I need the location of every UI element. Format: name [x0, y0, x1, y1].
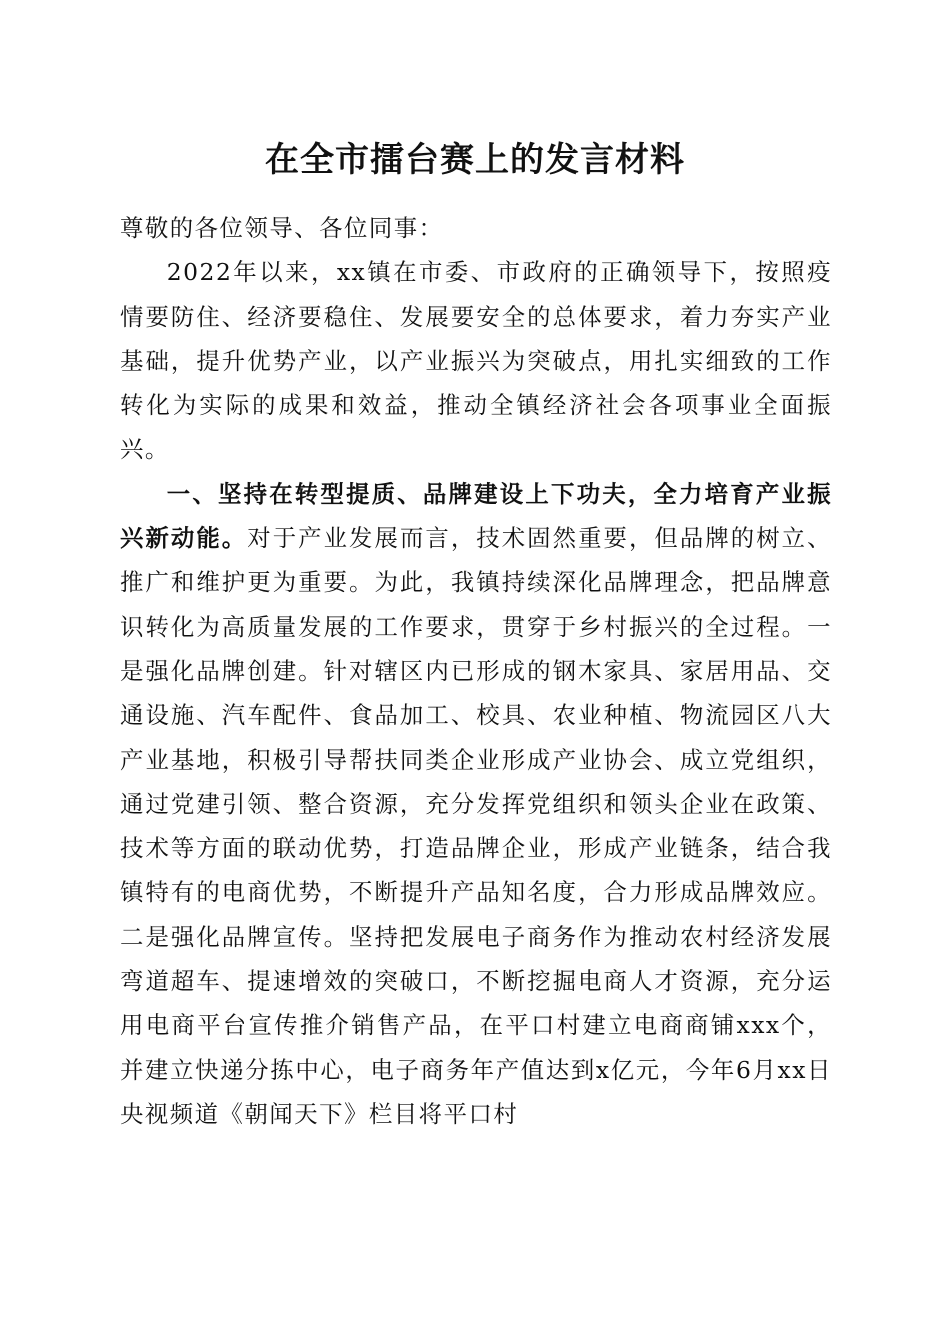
document-body: [120, 206, 832, 1136]
salutation: 尊敬的各位领导、各位同事：: [120, 214, 444, 242]
section-1-paragraph: [120, 472, 832, 1136]
document-title: 在全市擂台赛上的发言材料: [265, 140, 685, 180]
section-1-body: 对于产业发展而言，技术固然重要，但品牌的树立、推广和维护更为重要。为此，我镇持续深化品牌理念，把品牌意识转化为高质量发展的工作要求，贯穿于乡村振兴的全过程。一是强化品牌创建。针对辖区内已形成的钢木家具、家居用品、交通设施、汽车配件、食品加工、校具、农业种植、物流园区八大产业基地，积极引导帮扶同类企业形成产业协会、成立党组织，通过党建引领、整合资源，充分发挥党组织和领头企业在政策、技术等方面的联动优势，打造品牌企业，形成产业链条，结合我镇特有的电商优势，不断提升产品知名度，合力形成品牌效应。二是强化品牌宣传。坚持把发展电子商务作为推动农村经济发展弯道超车、提速增效的突破口，不断挖掘电商人才资源，充分运用电商平台宣传推介销售产品，在平口村建立电商商铺xxx个，并建立快递分拣中心，电子商务年产值达到x亿元，今年6月xx日央视频道《朝闻天下》栏目将平口村: [120, 524, 833, 1128]
intro-paragraph: 2022年以来，xx镇在市委、市政府的正确领导下，按照疫情要防住、经济要稳住、发展要安全的总体要求，着力夯实产业基础，提升优势产业，以产业振兴为突破点，用扎实细致的工作转化为实际的成果和效益，推动全镇经济社会各项事业全面振兴。: [120, 258, 832, 464]
section-1-heading: 一、坚持在转型提质、品牌建设上下功夫，全力培育产业振兴新动能。: [120, 479, 832, 553]
